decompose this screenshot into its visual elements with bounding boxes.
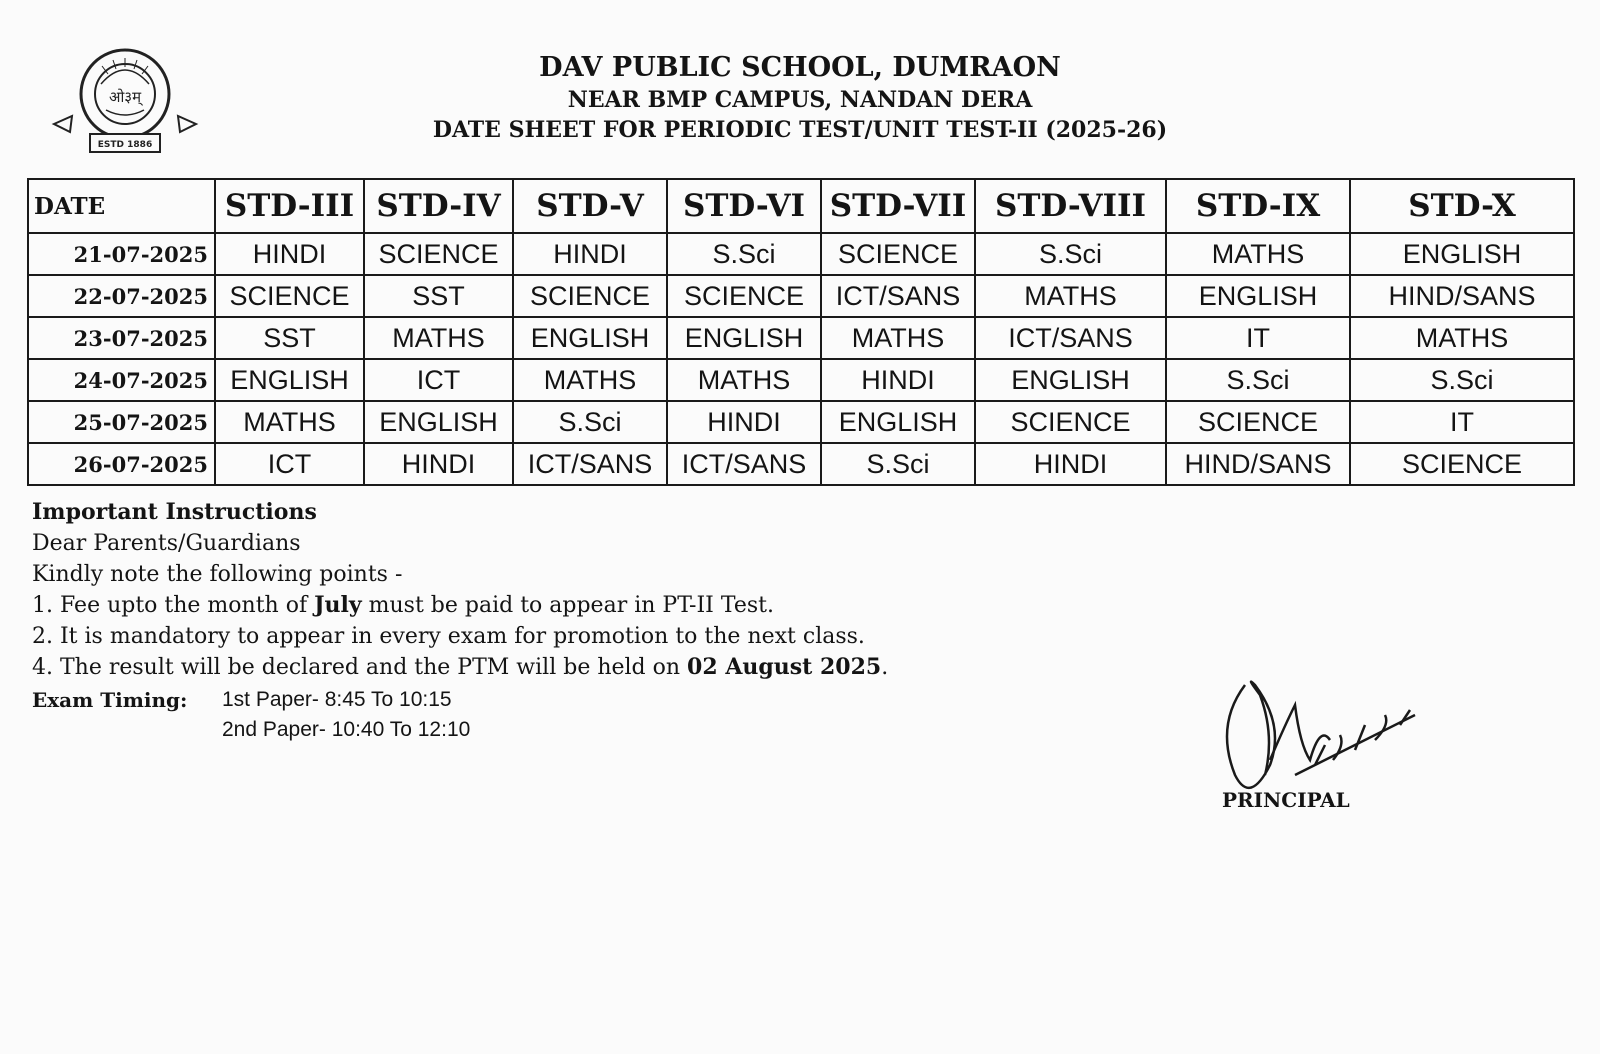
subject-cell: MATHS — [1166, 233, 1350, 275]
datesheet-table — [27, 178, 1575, 486]
subject-cell: ENGLISH — [364, 401, 513, 443]
class-header: STD-IV — [364, 179, 513, 233]
subject-cell: SST — [364, 275, 513, 317]
subject-cell: HINDI — [667, 401, 821, 443]
subject-cell: ICT — [364, 359, 513, 401]
paper-2-timing: 2nd Paper- 10:40 To 12:10 — [222, 718, 471, 741]
subject-cell: SCIENCE — [513, 275, 667, 317]
subject-cell: ENGLISH — [975, 359, 1166, 401]
instruction-point-4 — [32, 652, 888, 683]
subject-cell: S.Sci — [821, 443, 975, 485]
instructions — [32, 497, 888, 745]
subject-cell: ICT/SANS — [513, 443, 667, 485]
subject-cell: SCIENCE — [975, 401, 1166, 443]
subject-cell: MATHS — [215, 401, 364, 443]
subject-cell: SCIENCE — [1166, 401, 1350, 443]
table-row — [28, 401, 1574, 443]
subject-cell: ENGLISH — [215, 359, 364, 401]
subject-cell: HINDI — [975, 443, 1166, 485]
subject-cell: ENGLISH — [1350, 233, 1574, 275]
date-cell: 26-07-2025 — [28, 443, 215, 485]
instruction-point-2: 2. It is mandatory to appear in every exam for promotion to the next class. — [32, 624, 865, 649]
class-header: STD-X — [1350, 179, 1574, 233]
subject-cell: ENGLISH — [1166, 275, 1350, 317]
subject-cell: SCIENCE — [215, 275, 364, 317]
subject-cell: SCIENCE — [821, 233, 975, 275]
school-name: DAV PUBLIC SCHOOL, DUMRAON — [539, 52, 1061, 83]
point-bold-text: July — [314, 592, 362, 618]
subject-cell: MATHS — [975, 275, 1166, 317]
subject-cell: ICT/SANS — [821, 275, 975, 317]
class-header: STD-III — [215, 179, 364, 233]
paper-1-timing: 1st Paper- 8:45 To 10:15 — [222, 688, 452, 711]
subject-cell: S.Sci — [975, 233, 1166, 275]
class-header: STD-VII — [821, 179, 975, 233]
subject-cell: ICT — [215, 443, 364, 485]
subject-cell: HINDI — [821, 359, 975, 401]
exam-timing — [32, 685, 888, 745]
subject-cell: ICT/SANS — [667, 443, 821, 485]
date-cell: 21-07-2025 — [28, 233, 215, 275]
subject-cell: S.Sci — [667, 233, 821, 275]
header — [300, 52, 1300, 143]
subject-cell: ENGLISH — [821, 401, 975, 443]
exam-papers — [222, 685, 470, 745]
date-cell: 25-07-2025 — [28, 401, 215, 443]
subject-cell: ENGLISH — [667, 317, 821, 359]
class-header: STD-IX — [1166, 179, 1350, 233]
date-cell: 22-07-2025 — [28, 275, 215, 317]
instructions-intro: Kindly note the following points - — [32, 562, 403, 587]
subject-cell: MATHS — [667, 359, 821, 401]
table-row — [28, 443, 1574, 485]
subject-cell: SCIENCE — [364, 233, 513, 275]
subject-cell: HIND/SANS — [1166, 443, 1350, 485]
point-text: 4. The result will be declared and the PTM will be held on — [32, 655, 688, 680]
subject-cell: IT — [1166, 317, 1350, 359]
subject-cell: HIND/SANS — [1350, 275, 1574, 317]
point-text: 1. Fee upto the month of — [32, 593, 315, 618]
subject-cell: SCIENCE — [1350, 443, 1574, 485]
table-header-row — [28, 179, 1574, 233]
subject-cell: MATHS — [1350, 317, 1574, 359]
school-logo — [50, 46, 200, 161]
table-row — [28, 317, 1574, 359]
subject-cell: HINDI — [513, 233, 667, 275]
subject-cell: S.Sci — [513, 401, 667, 443]
subject-cell: S.Sci — [1166, 359, 1350, 401]
point-text: must be paid to appear in PT-II Test. — [361, 593, 774, 618]
subject-cell: MATHS — [513, 359, 667, 401]
datesheet-title: DATE SHEET FOR PERIODIC TEST/UNIT TEST-II (2025-26) — [432, 117, 1168, 143]
class-header: STD-VIII — [975, 179, 1166, 233]
point-bold-text: 02 August 2025 — [687, 654, 882, 680]
table-row — [28, 233, 1574, 275]
logo-om-text: ओ३म् — [108, 88, 142, 106]
subject-cell: ENGLISH — [513, 317, 667, 359]
subject-cell: MATHS — [364, 317, 513, 359]
greeting: Dear Parents/Guardians — [32, 531, 301, 556]
principal-label: PRINCIPAL — [1222, 788, 1350, 812]
subject-cell: SCIENCE — [667, 275, 821, 317]
school-address: NEAR BMP CAMPUS, NANDAN DERA — [567, 87, 1033, 113]
subject-cell: IT — [1350, 401, 1574, 443]
subject-cell: HINDI — [215, 233, 364, 275]
point-text: . — [881, 655, 889, 680]
table-row — [28, 359, 1574, 401]
subject-cell: SST — [215, 317, 364, 359]
class-header: STD-V — [513, 179, 667, 233]
date-column-header: DATE — [28, 179, 215, 233]
class-header: STD-VI — [667, 179, 821, 233]
subject-cell: ICT/SANS — [975, 317, 1166, 359]
subject-cell: MATHS — [821, 317, 975, 359]
table-row — [28, 275, 1574, 317]
date-cell: 23-07-2025 — [28, 317, 215, 359]
subject-cell: HINDI — [364, 443, 513, 485]
instructions-heading: Important Instructions — [32, 499, 317, 525]
instruction-point-1 — [32, 590, 888, 621]
date-cell: 24-07-2025 — [28, 359, 215, 401]
logo-estd-text: ESTD 1886 — [97, 140, 153, 150]
subject-cell: S.Sci — [1350, 359, 1574, 401]
exam-timing-label: Exam Timing: — [32, 688, 188, 712]
